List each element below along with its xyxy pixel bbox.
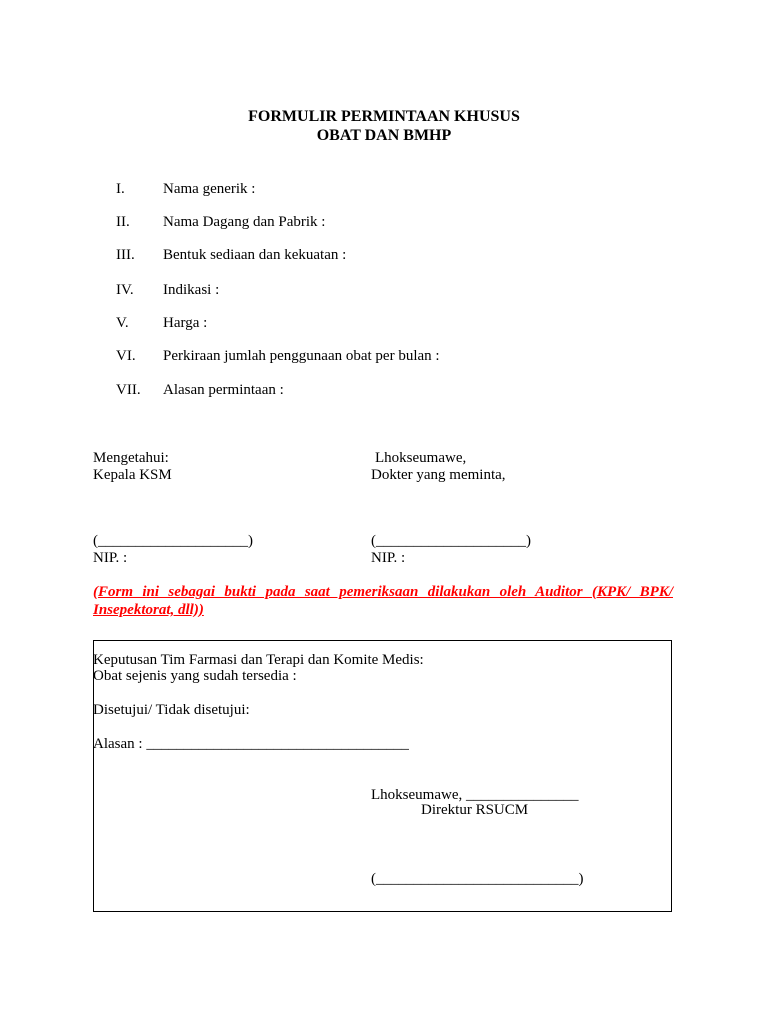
item-label: Perkiraan jumlah penggunaan obat per bulan : — [163, 348, 440, 364]
left-nip-label: NIP. : — [93, 550, 128, 566]
item-number: VII. — [116, 382, 141, 398]
similar-drug-label: Obat sejenis yang sudah tersedia : — [93, 668, 297, 684]
director-signature-line: (___________________________) — [371, 871, 584, 887]
item-label: Bentuk sediaan dan kekuatan : — [163, 247, 347, 263]
item-number: IV. — [116, 282, 134, 298]
item-label: Indikasi : — [163, 282, 220, 298]
head-ksm-label: Kepala KSM — [93, 467, 172, 483]
document-title-line1: FORMULIR PERMINTAAN KHUSUS — [248, 108, 520, 125]
item-number: V. — [116, 315, 129, 331]
place-date-line: Lhokseumawe, _______________ — [371, 787, 579, 803]
committee-decision-label: Keputusan Tim Farmasi dan Terapi dan Komite Medis: — [93, 652, 424, 668]
director-label: Direktur RSUCM — [421, 802, 529, 818]
item-label: Harga : — [163, 315, 208, 331]
document-title-line2: OBAT DAN BMHP — [316, 127, 452, 144]
acknowledged-label: Mengetahui: — [93, 450, 169, 466]
item-number: III. — [116, 247, 135, 263]
right-nip-label: NIP. : — [371, 550, 406, 566]
left-signature-line: (____________________) — [93, 533, 253, 549]
right-signature-line: (____________________) — [371, 533, 531, 549]
approval-label: Disetujui/ Tidak disetujui: — [93, 702, 250, 718]
item-label: Nama Dagang dan Pabrik : — [163, 214, 326, 230]
auditor-note: (Form ini sebagai bukti pada saat pemeriksaan dilakukan oleh Auditor (KPK/ BPK/ Insepektorat, dll)) — [93, 584, 673, 618]
item-label: Nama generik : — [163, 181, 256, 197]
item-label: Alasan permintaan : — [163, 382, 284, 398]
item-number: VI. — [116, 348, 136, 364]
item-number: II. — [116, 214, 130, 230]
item-number: I. — [116, 181, 125, 197]
place-label: Lhokseumawe, — [375, 450, 467, 466]
requesting-doctor-label: Dokter yang meminta, — [371, 467, 506, 483]
reason-label: Alasan : ___________________________________ — [93, 736, 409, 752]
